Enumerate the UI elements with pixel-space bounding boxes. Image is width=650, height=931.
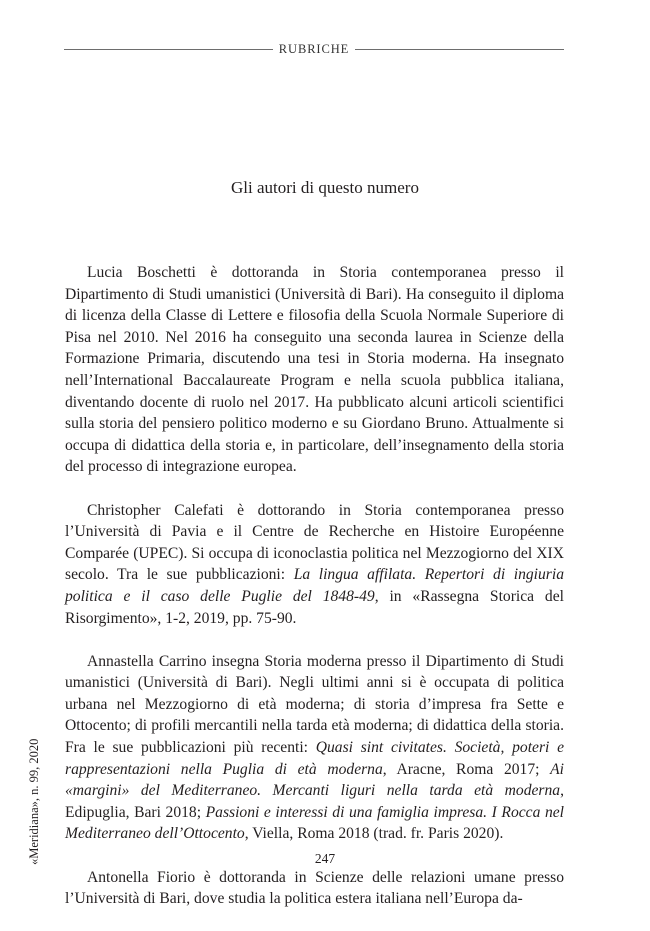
bio-text: , Aracne, Roma 2017; <box>382 760 551 778</box>
publication-title: Ai «margini» del Mediterraneo. Mercanti liguri nella tarda età moderna <box>65 760 564 800</box>
bio-text: Antonella Fiorio è dottoranda in Scienze delle relazioni umane presso l’Università di Bari, dove studia la politica estera italiana nell’Europa da- <box>65 868 564 908</box>
bio-text: Lucia Boschetti è dottoranda in Storia contemporanea presso il Dipartimento di Studi umanistici (Università di Bari). Ha conseguito il diploma di licenza della Classe di Lettere e filosofia della Scuola Normale Superiore di Pisa nel 2010. Nel 2016 ha conseguito una seconda laurea in Scienze della Formazione Primaria, discutendo una tesi in Storia moderna. Ha insegnato nell’International Baccalaureate Program e nella scuola pubblica italiana, diventando docente di ruolo nel 2017. Ha pubblicato alcuni articoli scientifici sulla storia del pensiero politico moderno e su Giordano Bruno. Attualmente si occupa di didattica della storia e, in particolare, dell’insegnamento della storia del processo di integrazione europea. <box>65 264 564 476</box>
running-header <box>64 42 564 57</box>
bio-text: , Edipuglia, Bari 2018; <box>65 782 564 821</box>
journal-citation: «Meridiana», n. 99, 2020 <box>27 738 41 865</box>
publication-title: Quasi sint civitates. Società, poteri e rappresentazioni nella Puglia di età moderna <box>65 739 564 778</box>
bio-text: , Viella, Roma 2018 (trad. fr. Paris 2020). <box>244 825 504 843</box>
author-bios <box>65 262 564 931</box>
bio-paragraph-calefati <box>65 500 564 630</box>
bio-text: Annastella Carrino insegna Storia moderna presso il Dipartimento di Studi umanistici (Università di Bari). Negli ultimi anni si è occupata di politica urbana nel Mezzogiorno di età moderna; di storia d’impresa fra Sette e Ottocento; di profili mercantili nella tarda età moderna; di didattica della storia. Fra le sue pubblicazioni più recenti: <box>65 652 564 757</box>
publication-title: La lingua affilata. Repertori di ingiuria politica e il caso delle Puglie del 1848-49 <box>65 566 564 605</box>
header-rule-right <box>355 49 564 50</box>
header-rule-left <box>64 49 273 50</box>
section-label: RUBRICHE <box>278 42 350 56</box>
page-number: 247 <box>314 851 336 866</box>
bio-text: , in «Rassegna Storica del Risorgimento», 1-2, 2019, pp. 75-90. <box>65 587 564 627</box>
bio-paragraph-boschetti <box>65 262 564 478</box>
article-title: Gli autori di questo numero <box>231 178 419 197</box>
bio-paragraph-carrino <box>65 651 564 845</box>
bio-paragraph-fiorio <box>65 867 564 910</box>
bio-text: Christopher Calefati è dottorando in Storia contemporanea presso l’Università di Pavia e il Centre de Recherche en Histoire Européenne Comparée (UPEC). Si occupa di iconoclastia politica nel Mezzogiorno del XIX secolo. Tra le sue pubblicazioni: <box>65 501 564 584</box>
publication-title: Passioni e interessi di una famiglia impresa. I Rocca nel Mediterraneo dell’Ottocento <box>65 803 565 843</box>
